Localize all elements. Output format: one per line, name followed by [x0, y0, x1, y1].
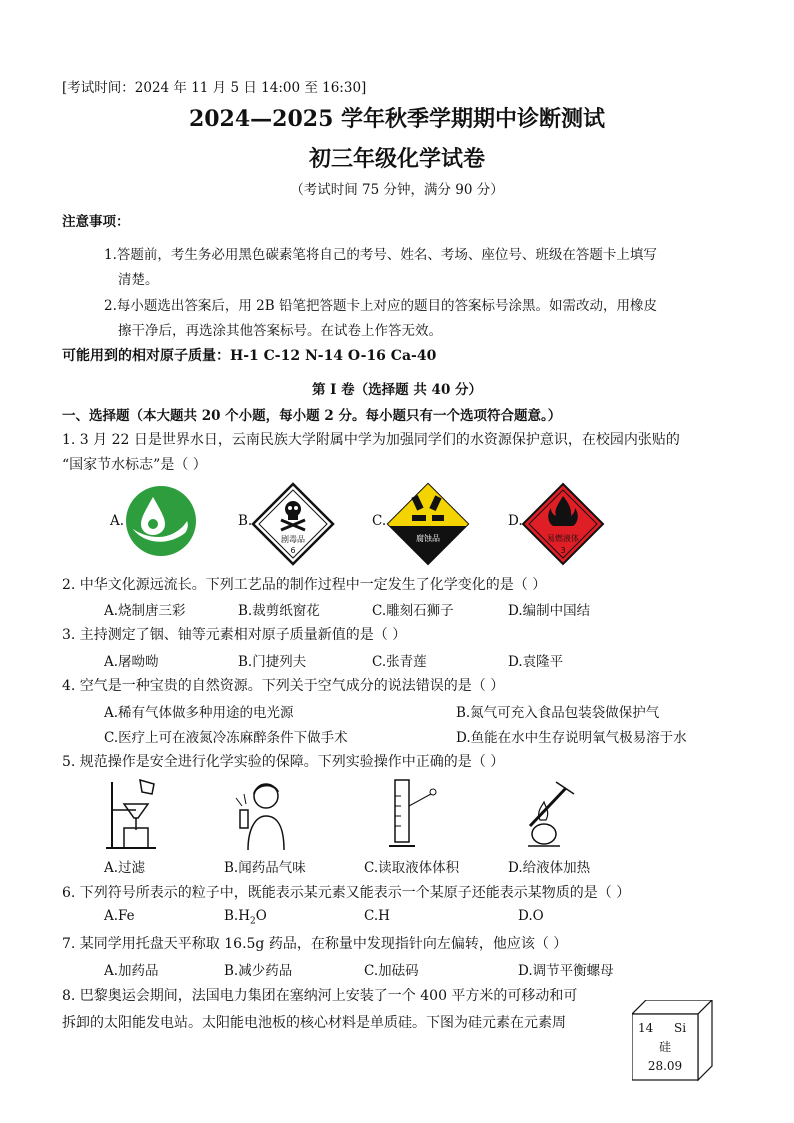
q7-option-b: B.减少药品	[224, 963, 293, 979]
q1-option-a: A.	[110, 513, 125, 529]
water-saving-logo-icon	[125, 485, 197, 557]
part1-heading: 一、选择题（本大题共 20 个小题，每小题 2 分。每小题只有一个选项符合题意。）	[62, 408, 562, 424]
q2-option-c: C.雕刻石狮子	[372, 603, 454, 619]
question-6: 6. 下列符号所表示的粒子中，既能表示某元素又能表示一个某原子还能表示某物质的是（ ）	[62, 885, 631, 901]
q5-option-d: D.给液体加热	[508, 860, 591, 876]
q7-option-a: A.加药品	[104, 963, 159, 979]
q3-option-b: B.门捷列夫	[238, 654, 307, 670]
note-item-2-cont: 擦干净后，再选涂其他答案标号。在试卷上作答无效。	[118, 323, 442, 339]
flammable-liquid-sign-icon	[521, 482, 605, 566]
q1-option-b: B.	[238, 513, 253, 529]
q5-option-c: C.读取液体体积	[364, 860, 460, 876]
q6-option-c: C.H	[364, 908, 390, 924]
note-item-1-cont: 清楚。	[118, 272, 159, 288]
exam-subtitle-grade: 初三年级化学试卷	[308, 146, 485, 172]
element-symbol: Si	[674, 1021, 687, 1035]
exam-time-note: [考试时间：2024 年 11 月 5 日 14:00 至 16:30]	[62, 80, 367, 96]
toxic-hazard-sign-icon	[251, 482, 335, 566]
q5-option-a: A.过滤	[104, 860, 146, 876]
q6-option-b-subscript: 2	[250, 916, 256, 927]
q4-option-d: D.鱼能在水中生存说明氧气极易溶于水	[456, 730, 687, 746]
question-8: 8. 巴黎奥运会期间，法国电力集团在塞纳河上安装了一个 400 平方米的可移动和可	[62, 988, 578, 1004]
element-atomic-number: 14	[638, 1021, 654, 1035]
question-1-cont: “国家节水标志”是（ ）	[62, 457, 207, 473]
note-item-2: 2.每小题选出答案后，用 2B 铅笔把答题卡上对应的题目的答案标号涂黑。如需改动，用橡皮	[104, 298, 657, 314]
q2-option-d: D.编制中国结	[508, 603, 591, 619]
smelling-chemicals-icon	[232, 776, 292, 852]
q7-option-d: D.调节平衡螺母	[518, 963, 614, 979]
measuring-cylinder-icon	[385, 776, 441, 852]
q4-option-a: A.稀有气体做多种用途的电光源	[104, 705, 294, 721]
atomic-mass-line: 可能用到的相对原子质量：H-1 C-12 N-14 O-16 Ca-40	[62, 348, 437, 364]
notes-heading: 注意事项：	[62, 214, 130, 230]
exam-title: 2024—2025 学年秋季学期期中诊断测试	[188, 106, 606, 132]
flammable-sign-label: 易燃液体	[547, 534, 579, 543]
toxic-sign-number: 6	[290, 546, 296, 555]
q3-option-d: D.袁隆平	[508, 654, 564, 670]
question-1: 1. 3 月 22 日是世界水日，云南民族大学附属中学为加强同学们的水资源保护意识，在校园内张贴的	[62, 432, 680, 448]
q4-option-c: C.医疗上可在液氮冷冻麻醉条件下做手术	[104, 730, 348, 746]
toxic-sign-label: 剧毒品	[281, 535, 305, 544]
question-8-cont: 拆卸的太阳能发电站。太阳能电池板的核心材料是单质硅。下图为硅元素在元素周	[62, 1015, 566, 1031]
q6-option-a: A.Fe	[104, 908, 135, 924]
corrosive-sign-label: 腐蚀品	[416, 534, 440, 543]
question-5: 5. 规范操作是安全进行化学实验的保障。下列实验操作中正确的是（ ）	[62, 754, 505, 770]
q6-option-b-suffix: O	[255, 908, 267, 924]
filtration-setup-icon	[100, 776, 162, 852]
q2-option-b: B.裁剪纸窗花	[238, 603, 320, 619]
note-item-1: 1.答题前，考生务必用黑色碳素笔将自己的考号、姓名、考场、座位号、班级在答题卡上填写	[104, 247, 657, 263]
q6-option-b-prefix: B.H	[224, 908, 250, 924]
q5-option-b: B.闻药品气味	[224, 860, 306, 876]
corrosive-hazard-sign-icon	[386, 482, 470, 566]
element-atomic-mass: 28.09	[647, 1059, 683, 1073]
q4-option-b: B.氮气可充入食品包装袋做保护气	[456, 705, 660, 721]
question-3: 3. 主持测定了铟、铀等元素相对原子质量新值的是（ ）	[62, 627, 407, 643]
flammable-sign-number: 3	[560, 546, 566, 555]
question-7: 7. 某同学用托盘天平称取 16.5g 药品，在称量中发现指针向左偏转，他应该（ ）	[62, 936, 568, 952]
q6-option-d: D.O	[518, 908, 544, 924]
q2-option-a: A.烧制唐三彩	[104, 603, 186, 619]
q1-option-c: C.	[372, 513, 387, 529]
exam-duration: （考试时间 75 分钟，满分 90 分）	[290, 182, 504, 198]
element-name: 硅	[658, 1040, 672, 1054]
q3-option-a: A.屠呦呦	[104, 654, 159, 670]
q1-option-d: D.	[508, 513, 523, 529]
volume-title: 第 I 卷（选择题 共 40 分）	[311, 382, 483, 398]
heating-liquid-icon	[516, 776, 580, 852]
q3-option-c: C.张青莲	[372, 654, 427, 670]
silicon-element-card	[632, 1000, 714, 1082]
q7-option-c: C.加砝码	[364, 963, 419, 979]
question-2: 2. 中华文化源远流长。下列工艺品的制作过程中一定发生了化学变化的是（ ）	[62, 577, 547, 593]
question-4: 4. 空气是一种宝贵的自然资源。下列关于空气成分的说法错误的是（ ）	[62, 678, 505, 694]
q6-option-b	[224, 908, 267, 927]
